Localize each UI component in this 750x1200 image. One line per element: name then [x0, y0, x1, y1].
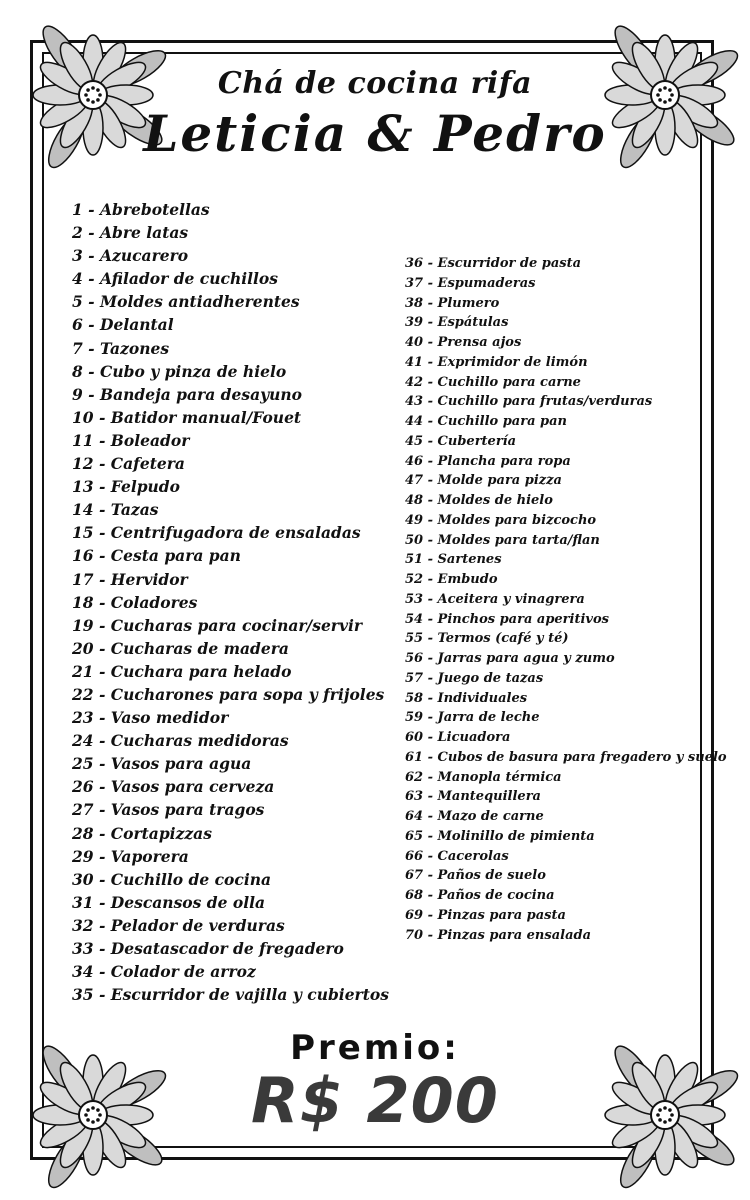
list-item: 15 - Centrifugadora de ensaladas — [72, 523, 361, 543]
list-item: 45 - Cubertería — [405, 433, 517, 449]
list-item: 11 - Boleador — [72, 430, 190, 450]
list-item: 66 - Cacerolas — [405, 848, 509, 864]
list-item: 64 - Mazo de carne — [405, 809, 544, 824]
list-item: 30 - Cuchillo de cocina — [72, 869, 272, 889]
list-item: 53 - Aceitera y vinagrera — [405, 591, 585, 607]
list-item: 10 - Batidor manual/Fouet — [72, 407, 302, 427]
list-item: 43 - Cuchillo para frutas/verduras — [405, 394, 653, 410]
list-item: 27 - Vasos para tragos — [72, 800, 265, 820]
list-item: 29 - Vaporera — [72, 846, 189, 866]
gift-list-right — [405, 254, 727, 945]
list-item: 44 - Cuchillo para pan — [405, 414, 567, 429]
list-item: 39 - Espátulas — [405, 315, 509, 331]
list-item: 68 - Paños de cocina — [405, 888, 555, 903]
list-item: 19 - Cucharas para cocinar/servir — [72, 615, 363, 635]
gift-list-left — [72, 198, 389, 1006]
list-item: 59 - Jarra de leche — [405, 710, 540, 726]
list-item: 55 - Termos (café y té) — [405, 631, 569, 647]
list-item: 18 - Coladores — [72, 592, 198, 612]
list-item: 2 - Abre latas — [72, 223, 189, 243]
list-item: 57 - Juego de tazas — [405, 670, 544, 686]
list-item: 48 - Moldes de hielo — [405, 493, 553, 508]
couple-names: Leticia & Pedro — [143, 104, 607, 163]
list-item: 42 - Cuchillo para carne — [405, 374, 581, 390]
list-item: 52 - Embudo — [405, 572, 498, 587]
prize-amount: R$ 200 — [251, 1064, 499, 1137]
list-item: 50 - Moldes para tarta/flan — [405, 532, 600, 548]
list-item: 26 - Vasos para cerveza — [72, 777, 275, 797]
list-item: 47 - Molde para pizza — [405, 473, 562, 489]
list-item: 14 - Tazas — [72, 500, 159, 520]
prize-label: Premio: — [290, 1028, 460, 1068]
list-item: 17 - Hervidor — [72, 569, 188, 589]
list-item: 33 - Desatascador de fregadero — [72, 939, 344, 958]
list-item: 61 - Cubos de basura para fregadero y suelo — [405, 749, 727, 765]
list-item: 70 - Pinzas para ensalada — [405, 927, 592, 943]
list-item: 9 - Bandeja para desayuno — [72, 384, 303, 404]
list-item: 46 - Plancha para ropa — [405, 453, 571, 469]
list-item: 54 - Pinchos para aperitivos — [405, 611, 609, 627]
list-item: 36 - Escurridor de pasta — [405, 256, 582, 271]
list-item: 25 - Vasos para agua — [72, 754, 252, 774]
list-item: 32 - Pelador de verduras — [72, 915, 285, 935]
subtitle: Chá de cocina rifa — [217, 66, 533, 101]
list-item: 12 - Cafetera — [72, 454, 185, 474]
list-item: 56 - Jarras para agua y zumo — [405, 651, 615, 666]
list-item: 62 - Manopla térmica — [405, 769, 562, 785]
list-item: 7 - Tazones — [72, 338, 170, 358]
list-item: 31 - Descansos de olla — [72, 892, 266, 912]
list-item: 67 - Paños de suelo — [405, 868, 546, 884]
list-item: 22 - Cucharones para sopa y frijoles — [72, 684, 385, 704]
list-item: 38 - Plumero — [405, 295, 500, 311]
list-item: 13 - Felpudo — [72, 477, 180, 497]
list-item: 63 - Mantequillera — [405, 789, 541, 805]
list-item: 60 - Licuadora — [405, 730, 511, 745]
list-item: 8 - Cubo y pinza de hielo — [72, 361, 287, 381]
list-item: 49 - Moldes para bizcocho — [405, 512, 597, 528]
list-item: 41 - Exprimidor de limón — [405, 354, 588, 370]
list-item: 24 - Cucharas medidoras — [72, 731, 289, 751]
list-item: 21 - Cuchara para helado — [72, 661, 292, 681]
list-item: 28 - Cortapizzas — [72, 823, 212, 843]
list-item: 37 - Espumaderas — [405, 275, 536, 291]
list-item: 5 - Moldes antiadherentes — [72, 292, 300, 312]
list-item: 23 - Vaso medidor — [72, 708, 229, 728]
list-item: 6 - Delantal — [72, 315, 174, 335]
list-item: 58 - Individuales — [405, 690, 528, 706]
list-item: 51 - Sartenes — [405, 552, 502, 568]
list-item: 20 - Cucharas de madera — [72, 638, 289, 658]
list-item: 40 - Prensa ajos — [405, 335, 522, 350]
list-item: 3 - Azucarero — [72, 246, 189, 266]
list-item: 4 - Afilador de cuchillos — [72, 269, 278, 289]
list-item: 35 - Escurridor de vajilla y cubiertos — [72, 985, 389, 1005]
list-item: 16 - Cesta para pan — [72, 546, 241, 566]
list-item: 69 - Pinzas para pasta — [405, 907, 566, 923]
list-item: 34 - Colador de arroz — [72, 962, 256, 982]
list-item: 65 - Molinillo de pimienta — [405, 828, 595, 844]
list-item: 1 - Abrebotellas — [72, 200, 210, 219]
